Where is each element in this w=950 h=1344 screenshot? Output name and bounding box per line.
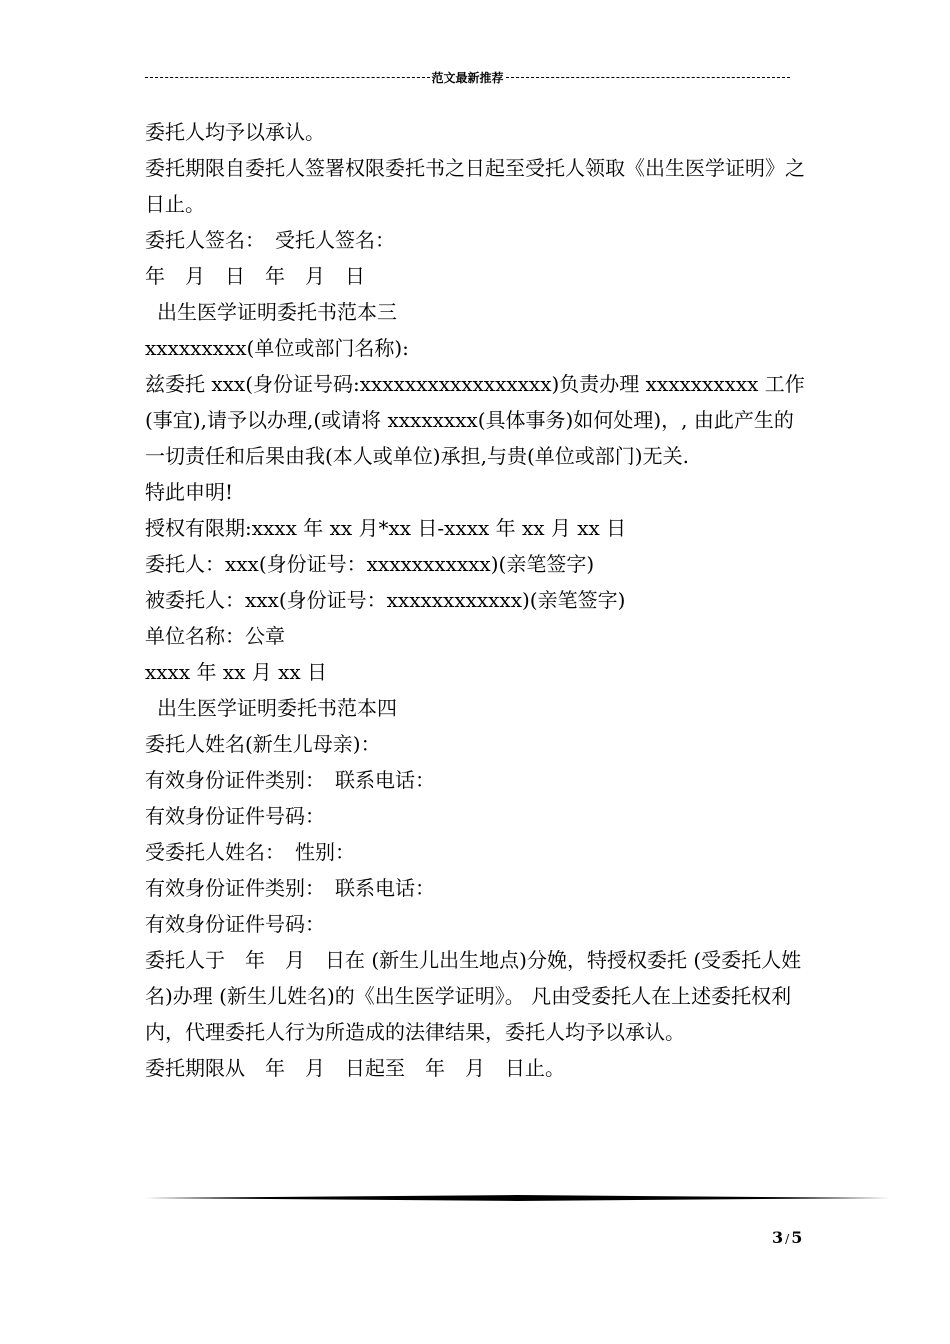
paragraph: 授权有限期:xxxx 年 xx 月*xx 日-xxxx 年 xx 月 xx 日 <box>145 516 627 540</box>
form-field-line: 有效身份证件类别： 联系电话： <box>145 768 435 792</box>
date-line: xxxx 年 xx 月 xx 日 <box>145 660 328 684</box>
paragraph: 委托人于 年 月 日在 (新生儿出生地点)分娩，特授权委托 (受委托人姓名)办理 (新生儿姓名)的《出生医学证明》。 凡由受委托人在上述委托权利内，代理委托人行为所造成的法律结果，委托人均予以承认。 <box>145 948 802 1044</box>
paragraph: 委托人均予以承认。 <box>145 120 325 144</box>
form-field-line: 有效身份证件号码： <box>145 804 325 828</box>
page-total: 5 <box>791 1228 803 1247</box>
page-header <box>145 70 790 84</box>
page-current: 3 <box>772 1228 784 1247</box>
form-field-line: 受委托人姓名： 性别： <box>145 840 355 864</box>
signature-line: 委托人签名： 受托人签名： <box>145 228 395 252</box>
paragraph: 特此申明! <box>145 480 234 504</box>
paragraph: 兹委托 xxx(身份证号码:xxxxxxxxxxxxxxxxx)负责办理 xxxxxxxxxx 工作(事宜),请予以办理,(或请将 xxxxxxxx(具体事务)如何处理)，, 由此产生的一切责任和后果由我(本人或单位)承担,与贵(单位或部门)无关. <box>145 372 805 468</box>
paragraph: 被委托人：xxx(身份证号：xxxxxxxxxxxx)(亲笔签字) <box>145 588 626 612</box>
date-line: 年 月 日 年 月 日 <box>145 264 365 288</box>
paragraph: 委托人：xxx(身份证号：xxxxxxxxxxx)(亲笔签字) <box>145 552 595 576</box>
form-field-line: 有效身份证件号码： <box>145 912 325 936</box>
paragraph: xxxxxxxxx(单位或部门名称): <box>145 336 409 360</box>
paragraph: 委托期限从 年 月 日起至 年 月 日止。 <box>145 1056 565 1080</box>
footer-divider <box>145 1195 890 1201</box>
paragraph: 单位名称：公章 <box>145 624 285 648</box>
section-title: 出生医学证明委托书范本三 <box>157 300 397 324</box>
document-body <box>145 114 813 1086</box>
header-dash-left <box>145 77 430 78</box>
page-number <box>772 1228 802 1247</box>
form-field-line: 委托人姓名(新生儿母亲)： <box>145 732 381 756</box>
header-dash-right <box>506 77 791 78</box>
section-title: 出生医学证明委托书范本四 <box>157 696 397 720</box>
paragraph: 委托期限自委托人签署权限委托书之日起至受托人领取《出生医学证明》之日止。 <box>145 156 805 216</box>
form-field-line: 有效身份证件类别： 联系电话： <box>145 876 435 900</box>
header-title: 范文最新推荐 <box>431 70 504 85</box>
page-separator: / <box>785 1232 790 1246</box>
